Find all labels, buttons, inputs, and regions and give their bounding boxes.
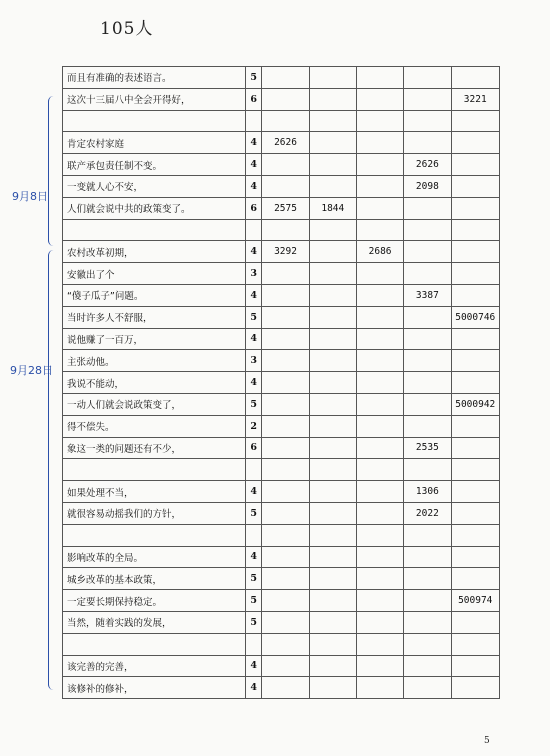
signature-cell xyxy=(309,328,356,350)
transcription-table xyxy=(62,66,500,699)
signature-cell xyxy=(404,241,451,263)
signature-cell xyxy=(404,88,451,110)
row-text: 我说不能动， xyxy=(63,372,246,394)
signature-cell xyxy=(309,568,356,590)
signature-cell xyxy=(404,611,451,633)
signature-cell xyxy=(404,655,451,677)
signature-cell xyxy=(356,481,403,503)
signature-cell xyxy=(262,633,309,655)
table-row xyxy=(63,88,500,110)
bracket-mark-bottom xyxy=(48,250,59,690)
row-count: 3 xyxy=(246,350,262,372)
signature-cell xyxy=(404,459,451,481)
signature-cell xyxy=(451,372,500,394)
signature-cell xyxy=(404,110,451,132)
row-text: 这次十三届八中全会开得好， xyxy=(63,88,246,110)
table-row xyxy=(63,611,500,633)
signature-cell xyxy=(262,110,309,132)
table-row xyxy=(63,197,500,219)
signature-cell: 2626 xyxy=(404,154,451,176)
signature-cell xyxy=(356,611,403,633)
table-row xyxy=(63,677,500,699)
row-count: 4 xyxy=(246,677,262,699)
signature-cell xyxy=(356,568,403,590)
signature-cell xyxy=(451,611,500,633)
signature-cell xyxy=(404,328,451,350)
signature-cell xyxy=(451,67,500,89)
signature-cell xyxy=(356,655,403,677)
table-row xyxy=(63,306,500,328)
signature-cell xyxy=(309,611,356,633)
spacer-row xyxy=(63,110,500,132)
signature-cell xyxy=(356,67,403,89)
signature-cell xyxy=(356,393,403,415)
signature-cell: 2686 xyxy=(356,241,403,263)
header-handwritten-note: 105人 xyxy=(100,19,154,39)
row-text: 影响改革的全局。 xyxy=(63,546,246,568)
signature-cell xyxy=(262,263,309,285)
signature-cell xyxy=(262,524,309,546)
row-count: 5 xyxy=(246,611,262,633)
signature-cell: 3387 xyxy=(404,284,451,306)
signature-cell xyxy=(262,611,309,633)
signature-cell xyxy=(309,110,356,132)
signature-cell xyxy=(309,677,356,699)
signature-cell xyxy=(309,306,356,328)
signature-cell xyxy=(356,197,403,219)
row-text xyxy=(63,459,246,481)
row-count: 4 xyxy=(246,655,262,677)
signature-cell xyxy=(356,459,403,481)
row-text: 农村改革初期， xyxy=(63,241,246,263)
signature-cell xyxy=(451,677,500,699)
signature-cell xyxy=(262,154,309,176)
row-text xyxy=(63,524,246,546)
signature-cell xyxy=(356,524,403,546)
row-text: 该修补的修补， xyxy=(63,677,246,699)
row-text: 就很容易动摇我们的方针， xyxy=(63,502,246,524)
row-count: 4 xyxy=(246,328,262,350)
row-count: 4 xyxy=(246,546,262,568)
signature-cell xyxy=(404,350,451,372)
signature-cell xyxy=(262,219,309,241)
row-text: 说他赚了一百万， xyxy=(63,328,246,350)
row-text: 如果处理不当， xyxy=(63,481,246,503)
signature-cell xyxy=(309,524,356,546)
table-row xyxy=(63,67,500,89)
row-count: 4 xyxy=(246,481,262,503)
signature-cell xyxy=(262,568,309,590)
row-count: 6 xyxy=(246,437,262,459)
signature-cell xyxy=(356,263,403,285)
signature-cell xyxy=(451,263,500,285)
signature-cell xyxy=(262,677,309,699)
signature-cell xyxy=(404,67,451,89)
row-text: 城乡改革的基本政策， xyxy=(63,568,246,590)
signature-cell xyxy=(309,263,356,285)
signature-cell xyxy=(262,546,309,568)
row-count: 5 xyxy=(246,306,262,328)
table-row xyxy=(63,372,500,394)
page-number: 5 xyxy=(484,736,490,746)
signature-cell xyxy=(262,590,309,612)
signature-cell: 2022 xyxy=(404,502,451,524)
bracket-mark-top xyxy=(48,96,59,246)
table-row xyxy=(63,284,500,306)
signature-cell xyxy=(309,132,356,154)
signature-cell xyxy=(356,306,403,328)
signature-cell: 2535 xyxy=(404,437,451,459)
signature-cell xyxy=(356,328,403,350)
signature-cell xyxy=(451,481,500,503)
row-count: 4 xyxy=(246,154,262,176)
row-text: 主张动他。 xyxy=(63,350,246,372)
signature-cell: 2098 xyxy=(404,175,451,197)
signature-cell xyxy=(356,437,403,459)
row-count xyxy=(246,219,262,241)
row-count: 4 xyxy=(246,175,262,197)
signature-cell xyxy=(356,633,403,655)
table-row xyxy=(63,546,500,568)
signature-cell xyxy=(451,546,500,568)
signature-cell xyxy=(309,590,356,612)
row-count: 3 xyxy=(246,263,262,285)
signature-cell xyxy=(451,350,500,372)
row-count: 6 xyxy=(246,88,262,110)
signature-cell xyxy=(356,110,403,132)
signature-cell xyxy=(451,524,500,546)
signature-cell xyxy=(451,459,500,481)
signature-cell xyxy=(404,306,451,328)
row-text: 安徽出了个 xyxy=(63,263,246,285)
row-count: 5 xyxy=(246,67,262,89)
signature-cell xyxy=(404,546,451,568)
signature-cell xyxy=(309,372,356,394)
signature-cell xyxy=(404,393,451,415)
signature-cell xyxy=(451,110,500,132)
signature-cell xyxy=(262,284,309,306)
signature-cell xyxy=(404,197,451,219)
table-row xyxy=(63,132,500,154)
row-text xyxy=(63,219,246,241)
signature-cell xyxy=(356,590,403,612)
row-text: 而且有准确的表述语言。 xyxy=(63,67,246,89)
signature-cell xyxy=(309,437,356,459)
signature-cell xyxy=(356,88,403,110)
signature-cell: 1844 xyxy=(309,197,356,219)
signature-cell xyxy=(451,415,500,437)
signature-cell: 2575 xyxy=(262,197,309,219)
table-row xyxy=(63,393,500,415)
signature-cell xyxy=(404,633,451,655)
spacer-row xyxy=(63,459,500,481)
row-count: 4 xyxy=(246,284,262,306)
signature-cell: 5000746 xyxy=(451,306,500,328)
row-count: 5 xyxy=(246,590,262,612)
row-count: 4 xyxy=(246,132,262,154)
signature-cell xyxy=(451,328,500,350)
row-count: 4 xyxy=(246,372,262,394)
signature-cell xyxy=(309,350,356,372)
table-row xyxy=(63,590,500,612)
signature-cell xyxy=(309,502,356,524)
signature-cell: 1306 xyxy=(404,481,451,503)
signature-cell xyxy=(404,524,451,546)
signature-cell xyxy=(309,481,356,503)
row-text xyxy=(63,110,246,132)
table-row xyxy=(63,241,500,263)
signature-cell xyxy=(451,241,500,263)
signature-cell xyxy=(262,88,309,110)
signature-cell xyxy=(309,393,356,415)
signature-cell xyxy=(262,306,309,328)
signature-cell xyxy=(262,328,309,350)
signature-cell: 3292 xyxy=(262,241,309,263)
spacer-row xyxy=(63,633,500,655)
spacer-row xyxy=(63,219,500,241)
signature-cell xyxy=(262,372,309,394)
signature-cell xyxy=(262,415,309,437)
signature-cell: 500974 xyxy=(451,590,500,612)
row-text xyxy=(63,633,246,655)
row-count xyxy=(246,110,262,132)
signature-cell xyxy=(404,263,451,285)
signature-cell xyxy=(451,219,500,241)
signature-cell xyxy=(309,284,356,306)
table-row xyxy=(63,263,500,285)
signature-cell xyxy=(262,67,309,89)
row-text: 得不偿失。 xyxy=(63,415,246,437)
signature-cell xyxy=(404,415,451,437)
row-text: 当然，随着实践的发展， xyxy=(63,611,246,633)
row-text: 肯定农村家庭 xyxy=(63,132,246,154)
row-count xyxy=(246,459,262,481)
row-count: 6 xyxy=(246,197,262,219)
signature-cell xyxy=(309,88,356,110)
row-text: 一变就人心不安， xyxy=(63,175,246,197)
signature-cell xyxy=(262,175,309,197)
signature-cell xyxy=(451,197,500,219)
signature-cell xyxy=(262,502,309,524)
signature-cell xyxy=(451,568,500,590)
signature-cell xyxy=(356,350,403,372)
row-count: 5 xyxy=(246,502,262,524)
row-text: 人们就会说中共的政策变了。 xyxy=(63,197,246,219)
signature-cell xyxy=(451,175,500,197)
signature-cell xyxy=(451,154,500,176)
table-row xyxy=(63,415,500,437)
row-text: “傻子瓜子”问题。 xyxy=(63,284,246,306)
signature-cell xyxy=(262,350,309,372)
row-text: 一定要长期保持稳定。 xyxy=(63,590,246,612)
signature-cell xyxy=(451,633,500,655)
signature-cell xyxy=(451,437,500,459)
spacer-row xyxy=(63,524,500,546)
signature-cell xyxy=(451,132,500,154)
row-count: 5 xyxy=(246,393,262,415)
table-row xyxy=(63,655,500,677)
signature-cell xyxy=(356,415,403,437)
signature-cell xyxy=(356,284,403,306)
row-count: 2 xyxy=(246,415,262,437)
table-row xyxy=(63,328,500,350)
signature-cell xyxy=(309,154,356,176)
row-text: 联产承包责任制不变。 xyxy=(63,154,246,176)
signature-cell xyxy=(262,393,309,415)
side-date-note-two: 9月28日 xyxy=(10,364,53,377)
signature-cell xyxy=(262,437,309,459)
signature-cell xyxy=(404,372,451,394)
signature-cell xyxy=(356,502,403,524)
signature-cell xyxy=(404,219,451,241)
row-count xyxy=(246,524,262,546)
signature-cell xyxy=(309,175,356,197)
row-count xyxy=(246,633,262,655)
signature-cell: 3221 xyxy=(451,88,500,110)
signature-cell xyxy=(451,284,500,306)
row-text: 当时许多人不舒服， xyxy=(63,306,246,328)
side-date-note-one: 9月8日 xyxy=(12,190,48,203)
signature-cell xyxy=(309,415,356,437)
signature-cell xyxy=(356,372,403,394)
table-row xyxy=(63,175,500,197)
signature-cell xyxy=(309,219,356,241)
signature-cell xyxy=(404,132,451,154)
signature-cell xyxy=(356,219,403,241)
signature-cell xyxy=(262,655,309,677)
table-row xyxy=(63,568,500,590)
row-text: 象这一类的问题还有不少， xyxy=(63,437,246,459)
row-count: 4 xyxy=(246,241,262,263)
signature-cell xyxy=(262,459,309,481)
signature-cell xyxy=(451,655,500,677)
signature-cell xyxy=(356,154,403,176)
row-text: 一动人们就会说政策变了， xyxy=(63,393,246,415)
signature-cell xyxy=(404,677,451,699)
table-row xyxy=(63,437,500,459)
table-row xyxy=(63,481,500,503)
signature-cell xyxy=(309,546,356,568)
row-text: 该完善的完善， xyxy=(63,655,246,677)
signature-cell xyxy=(309,655,356,677)
table-row xyxy=(63,350,500,372)
signature-cell xyxy=(356,546,403,568)
signature-cell xyxy=(309,459,356,481)
row-count: 5 xyxy=(246,568,262,590)
table-row xyxy=(63,502,500,524)
signature-cell xyxy=(309,67,356,89)
signature-cell xyxy=(356,677,403,699)
signature-cell: 5000942 xyxy=(451,393,500,415)
signature-cell xyxy=(309,633,356,655)
signature-cell xyxy=(404,590,451,612)
signature-cell xyxy=(262,481,309,503)
signature-cell xyxy=(356,132,403,154)
signature-cell xyxy=(356,175,403,197)
signature-cell xyxy=(451,502,500,524)
table-row xyxy=(63,154,500,176)
signature-cell xyxy=(309,241,356,263)
signature-cell xyxy=(404,568,451,590)
signature-cell: 2626 xyxy=(262,132,309,154)
